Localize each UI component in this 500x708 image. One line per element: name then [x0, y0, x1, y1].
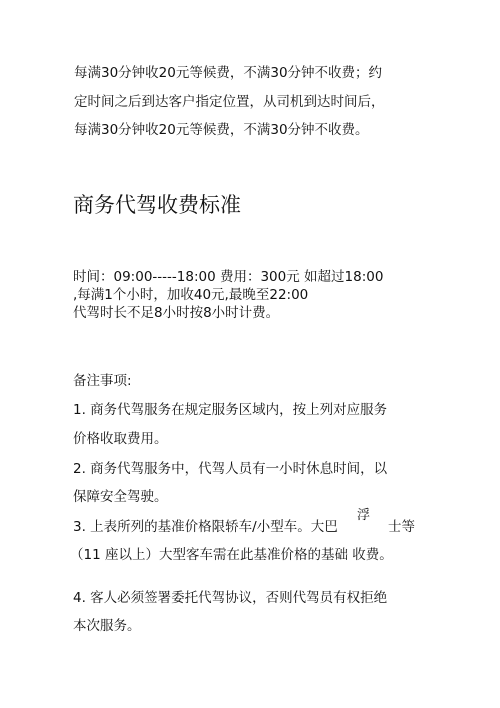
- intro-line-2: 定时间之后到达客户指定位置，从司机到达时间后，: [74, 94, 385, 110]
- note-2-line-2: 保障安全驾驶。: [73, 489, 168, 505]
- note-2-line-1: 2. 商务代驾服务中，代驾人员有一小时休息时间，以: [73, 461, 388, 477]
- section-title: 商务代驾收费标准: [73, 193, 241, 217]
- note-4-line-2: 本次服务。: [73, 618, 141, 634]
- note-3-float-char: 浮: [357, 508, 371, 523]
- note-1-line-1: 1. 商务代驾服务在规定服务区域内，按上列对应服务: [73, 402, 388, 418]
- note-3-line-1-part-1: 3. 上表所列的基准价格限轿车/小型车。大巴: [73, 519, 338, 535]
- intro-line-3: 每满30分钟收20元等候费，不满30分钟不收费。: [74, 122, 369, 138]
- note-3-line-1-part-2: 士等: [388, 519, 415, 535]
- note-3-line-2: （11 座以上）大型客车需在此基准价格的基础 收费。: [70, 547, 393, 563]
- notes-heading: 备注事项:: [73, 373, 132, 389]
- note-1-line-2: 价格收取费用。: [73, 431, 168, 447]
- pricing-line-2: ,每满1个小时，加收40元,最晚至22:00: [73, 287, 309, 303]
- note-4-line-1: 4. 客人必须签署委托代驾协议，否则代驾员有权拒绝: [73, 590, 388, 606]
- pricing-line-1: 时间：09:00-----18:00 费用：300元 如超过18:00: [73, 269, 384, 285]
- pricing-line-3: 代驾时长不足8小时按8小时计费。: [73, 305, 280, 321]
- intro-line-1: 每满30分钟收20元等候费，不满30分钟不收费；约: [74, 65, 383, 81]
